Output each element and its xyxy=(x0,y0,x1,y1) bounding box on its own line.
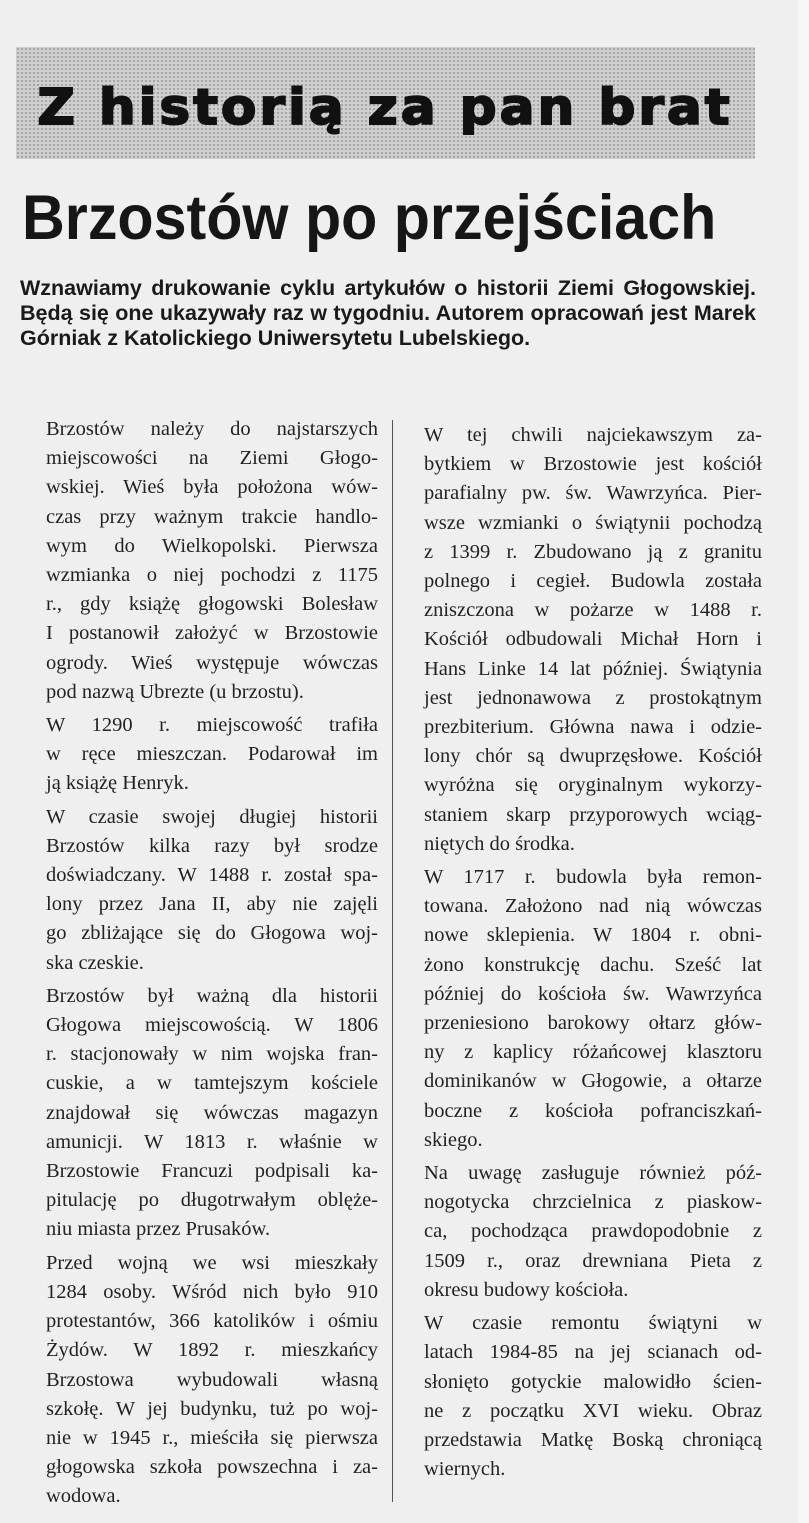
article-paragraph xyxy=(30,803,378,978)
paragraph-line: r. stacjonowały w nim wojska fran- xyxy=(46,1043,378,1066)
paragraph-line: okresu budowy kościoła. xyxy=(424,1278,629,1301)
paragraph-line: nowe sklepienia. W 1804 r. obni- xyxy=(424,924,762,947)
paragraph-line: znajdował się wówczas magazyn xyxy=(46,1101,378,1124)
paragraph-line: wzmianka o niej pochodzi z 1175 xyxy=(46,564,378,587)
paragraph-line: lony przez Jana II, aby nie zajęli xyxy=(46,893,378,916)
paragraph-line: doświadczany. W 1488 r. został spa- xyxy=(46,864,378,887)
paragraph-line: czas przy ważnym trakcie handlo- xyxy=(46,505,378,528)
section-title: Z historią za pan brat xyxy=(37,78,734,136)
paragraph-line: polnego i cegieł. Budowla została xyxy=(424,570,762,593)
paragraph-line: wiernych. xyxy=(424,1458,506,1481)
paragraph-line: wodowa. xyxy=(46,1485,121,1508)
paragraph-line: z 1399 r. Zbudowano ją z granitu xyxy=(424,540,762,563)
paragraph-line: cuskie, a w tamtejszym kościele xyxy=(46,1072,378,1095)
paragraph-line: wyróżna się oryginalnym wykorzy- xyxy=(424,774,762,797)
article-paragraph xyxy=(408,421,762,859)
paragraph-line: szkołę. W jej budynku, tuż po woj- xyxy=(46,1397,378,1420)
paragraph-line: Hans Linke 14 lat później. Świątynia xyxy=(424,657,762,680)
paragraph-line: Głogowa miejscowością. W 1806 xyxy=(46,1014,378,1037)
paragraph-line: jest jednonawowa z prostokątnym xyxy=(424,686,762,709)
article-paragraph xyxy=(408,863,762,1155)
paragraph-line: W 1290 r. miejscowość trafiła xyxy=(46,714,378,737)
paragraph-line: boczne z kościoła pofranciszkań- xyxy=(424,1099,762,1122)
paragraph-line: bytkiem w Brzostowie jest kościół xyxy=(424,453,762,476)
paragraph-line: r., gdy książę głogowski Bolesław xyxy=(46,593,378,616)
paragraph-line: W czasie swojej długiej historii xyxy=(46,805,378,828)
paragraph-line: ny z kaplicy różańcowej klasztoru xyxy=(424,1041,762,1064)
paragraph-line: nie w 1945 r., mieściła się pierwsza xyxy=(46,1426,378,1449)
paragraph-line: W tej chwili najciekawszym za- xyxy=(424,424,762,446)
paragraph-line: 1284 osoby. Wśród nich było 910 xyxy=(46,1280,378,1303)
paragraph-line: Brzostów należy do najstarszych xyxy=(46,418,378,440)
paragraph-line: towana. Założono nad nią wówczas xyxy=(424,895,762,918)
paragraph-line: W 1717 r. budowla była remon- xyxy=(424,866,762,889)
article-paragraph xyxy=(408,1309,762,1484)
paragraph-line: Żydów. W 1892 r. mieszkańcy xyxy=(46,1339,378,1362)
paragraph-line: prezbiterium. Główna nawa i odzie- xyxy=(424,716,762,739)
paragraph-line: głogowska szkoła powszechna i za- xyxy=(46,1456,378,1479)
article-paragraph xyxy=(30,1249,378,1512)
paragraph-line: Brzostów był ważną dla historii xyxy=(46,984,378,1007)
article-paragraph xyxy=(30,982,378,1245)
right-column xyxy=(408,421,762,1484)
paragraph-line: Brzostowa wybudowali własną xyxy=(46,1368,378,1391)
paragraph-line: niu miasta przez Prusaków. xyxy=(46,1218,271,1241)
paragraph-line: ska czeskie. xyxy=(46,951,144,974)
paragraph-line: dominikanów w Głogowie, a ołtarze xyxy=(424,1070,762,1093)
paragraph-line: w ręce mieszczan. Podarował im xyxy=(46,743,378,766)
paragraph-line: Na uwagę zasługuje również póź- xyxy=(424,1162,762,1185)
page-edge xyxy=(798,0,809,1523)
paragraph-line: go zbliżające się do Głogowa woj- xyxy=(46,922,378,945)
paragraph-line: protestantów, 366 katolików i ośmiu xyxy=(46,1310,378,1333)
article-headline: Brzostów po przejściach xyxy=(22,183,717,253)
paragraph-line: nogotycka chrzcielnica z piaskow- xyxy=(424,1191,762,1214)
paragraph-line: niętych do środka. xyxy=(424,832,575,855)
paragraph-line: parafialny pw. św. Wawrzyńca. Pier- xyxy=(424,482,762,505)
paragraph-line: zniszczona w pożarze w 1488 r. xyxy=(424,599,762,622)
article-paragraph xyxy=(408,1159,762,1305)
paragraph-line: miejscowości na Ziemi Głogo- xyxy=(46,447,378,470)
paragraph-line: wskiej. Wieś była położona wów- xyxy=(46,476,378,499)
paragraph-line: Brzostowie Francuzi podpisali ka- xyxy=(46,1160,378,1183)
paragraph-line: skiego. xyxy=(424,1128,483,1151)
paragraph-line: 1509 r., oraz drewniana Pieta z xyxy=(424,1249,762,1272)
paragraph-line: ogrody. Wieś występuje wówczas xyxy=(46,651,378,674)
paragraph-line: latach 1984-85 na jej scianach od- xyxy=(424,1341,762,1364)
paragraph-line: ją książę Henryk. xyxy=(46,772,189,795)
paragraph-line: słonięto gotyckie malowidło ścien- xyxy=(424,1370,762,1393)
paragraph-line: staniem skarp przyporowych wciąg- xyxy=(424,803,762,826)
section-banner xyxy=(16,47,755,159)
paragraph-line: pitulację po długotrwałym oblęże- xyxy=(46,1189,378,1212)
paragraph-line: Przed wojną we wsi mieszkały xyxy=(46,1251,378,1274)
article-lead: Wznawiamy drukowanie cyklu artykułów o historii Ziemi Głogowskiej. Będą się one ukazywały raz w tygodniu. Autorem opracowań jest Marek Górniak z Katolickiego Uniwersytetu Lubelskiego. xyxy=(20,276,756,350)
article-paragraph xyxy=(30,415,378,707)
paragraph-line: przedstawia Matkę Boską chroniącą xyxy=(424,1428,762,1451)
paragraph-line: wsze wzmianki o świątynii pochodzą xyxy=(424,511,762,534)
left-column xyxy=(30,415,378,1512)
paragraph-line: ca, pochodząca prawdopodobnie z xyxy=(424,1220,762,1243)
paragraph-line: lony chór są dwuprzęsłowe. Kościół xyxy=(424,745,762,768)
paragraph-line: I postanowił założyć w Brzostowie xyxy=(46,622,378,645)
article-paragraph xyxy=(30,711,378,799)
paragraph-line: ne z początku XVI wieku. Obraz xyxy=(424,1399,762,1422)
paragraph-line: Brzostów kilka razy był srodze xyxy=(46,834,378,857)
paragraph-line: Kościół odbudowali Michał Horn i xyxy=(424,628,762,651)
paragraph-line: amunicji. W 1813 r. właśnie w xyxy=(46,1130,378,1153)
paragraph-line: przeniesiono barokowy ołtarz głów- xyxy=(424,1012,762,1035)
paragraph-line: pod nazwą Ubrezte (u brzostu). xyxy=(46,680,304,703)
paragraph-line: wym do Wielkopolski. Pierwsza xyxy=(46,534,378,557)
paragraph-line: później do kościoła św. Wawrzyńca xyxy=(424,982,762,1005)
paragraph-line: żono konstrukcję dachu. Sześć lat xyxy=(424,953,762,976)
column-divider xyxy=(392,420,393,1502)
paragraph-line: W czasie remontu świątyni w xyxy=(424,1312,762,1335)
